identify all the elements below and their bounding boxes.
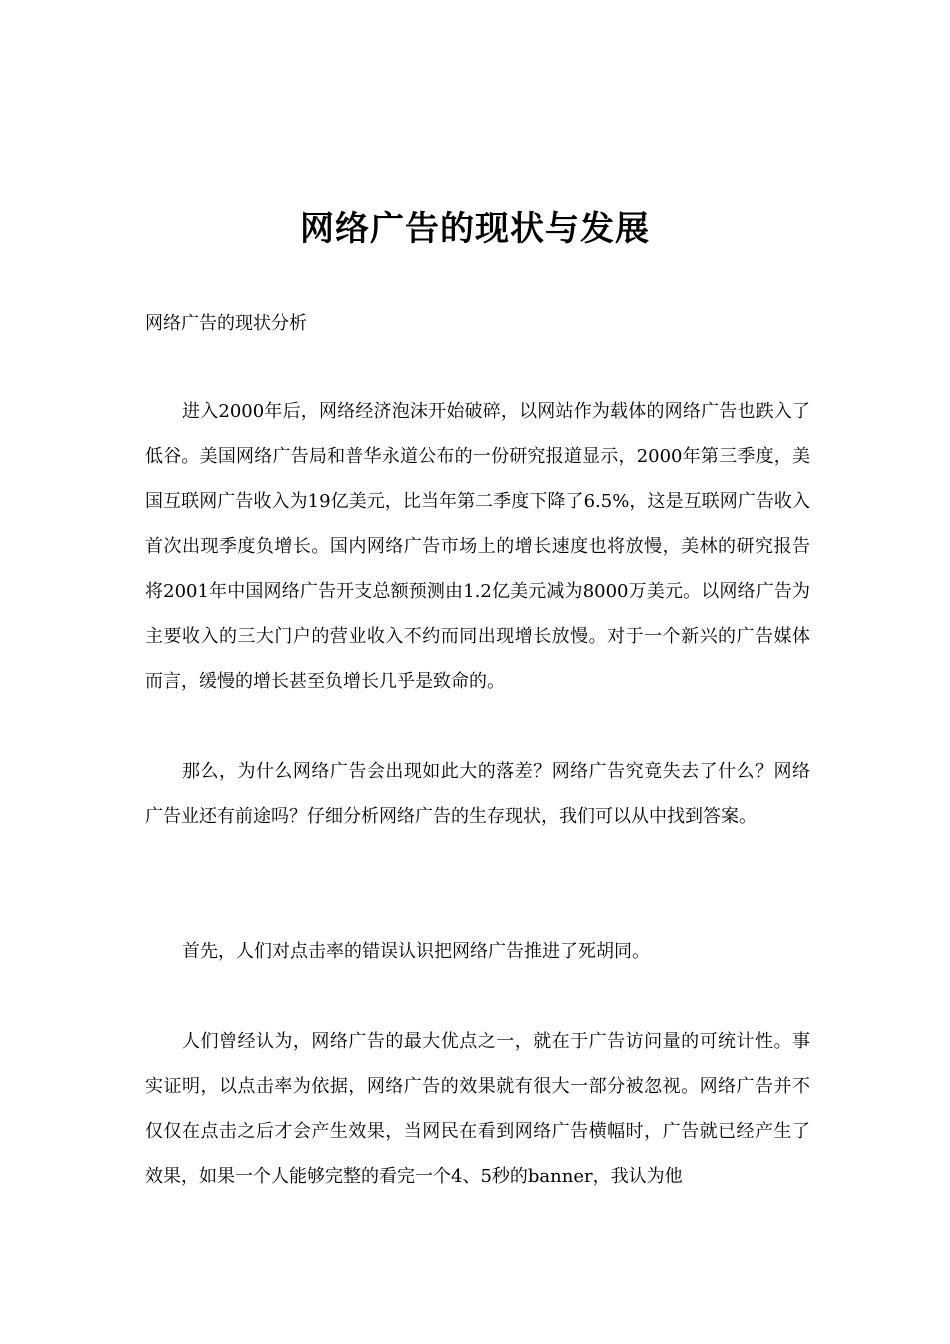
document-title: 网络广告的现状与发展 bbox=[300, 209, 650, 249]
paragraph: 那么，为什么网络广告会出现如此大的落差？网络广告究竟失去了什么？网络广告业还有前途吗？仔细分析网络广告的生存现状，我们可以从中找到答案。 bbox=[145, 761, 810, 827]
paragraph: 进入2000年后，网络经济泡沫开始破碎，以网站作为载体的网络广告也跌入了低谷。美国网络广告局和普华永道公布的一份研究报道显示，2000年第三季度，美国互联网广告收入为19亿美元，比当年第二季度下降了6.5%，这是互联网广告收入首次出现季度负增长。国内网络广告市场上的增长速度也将放慢，美林的研究报告将2001年中国网络广告开支总额预测由1.2亿美元减为8000万美元。以网络广告为主要收入的三大门户的营业收入不约而同出现增长放慢。对于一个新兴的广告媒体而言，缓慢的增长甚至负增长几乎是致命的。 bbox=[145, 401, 810, 692]
paragraph: 人们曾经认为，网络广告的最大优点之一，就在于广告访问量的可统计性。事实证明，以点击率为依据，网络广告的效果就有很大一部分被忽视。网络广告并不仅仅在点击之后才会产生效果，当网民在看到网络广告横幅时，广告就已经产生了效果，如果一个人能够完整的看完一个4、5秒的banner，我认为他 bbox=[145, 1031, 810, 1187]
paragraph: 首先，人们对点击率的错误认识把网络广告推进了死胡同。 bbox=[182, 941, 650, 962]
section-heading: 网络广告的现状分析 bbox=[145, 313, 307, 334]
